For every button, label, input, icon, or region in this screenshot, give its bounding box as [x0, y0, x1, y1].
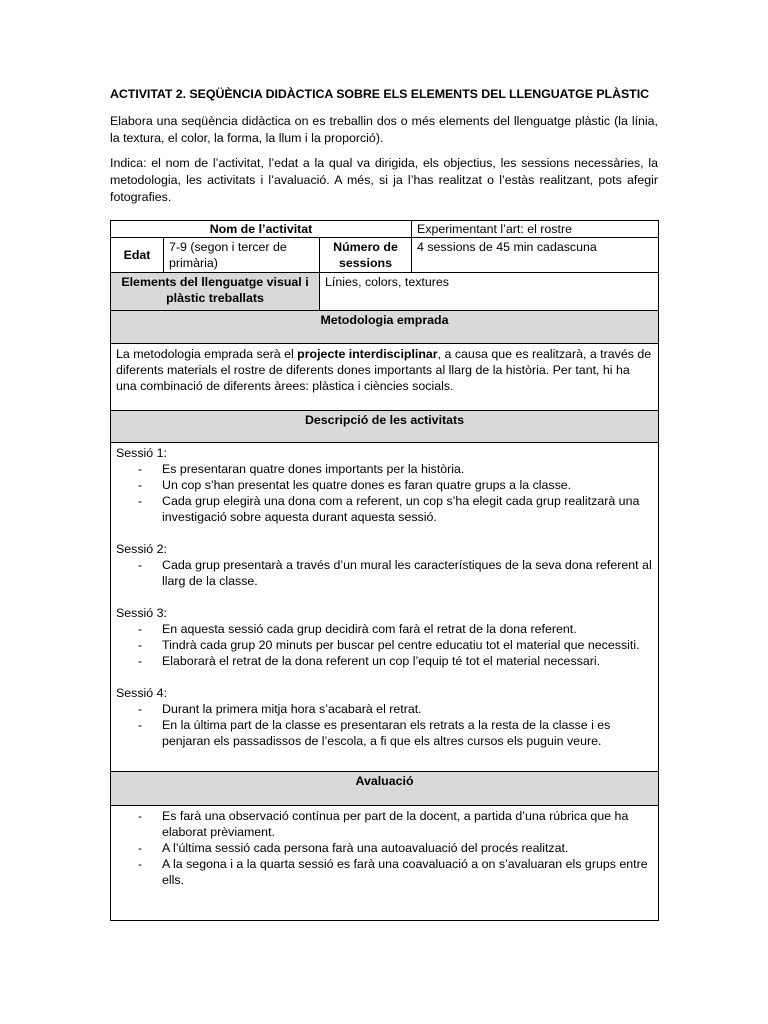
avaluacio-list	[116, 808, 653, 888]
row-metodologia-header	[111, 311, 659, 344]
sessio-1	[116, 445, 653, 525]
list-item: - Durant la primera mitja hora s’acabarà el retrat.	[116, 701, 653, 717]
list-item: - Cada grup presentarà a través d’un mural les característiques de la seva dona referent al llarg de la classe.	[116, 557, 653, 589]
row-nom	[111, 221, 659, 238]
list-item: - Cada grup elegirà una dona com a referent, un cop s’ha elegit cada grup realitzarà una investigació sobre aquesta durant aquesta sessió.	[116, 493, 653, 525]
descripcio-label: Descripció de les activitats	[111, 411, 659, 443]
sessions-value: 4 sessions de 45 min cadascuna	[412, 238, 659, 273]
row-avaluacio-body	[111, 806, 659, 921]
metodologia-text	[111, 344, 659, 411]
list-item: - En la última part de la classe es presentaran els retrats a la resta de la classe i es penjaran els passadissos de l’escola, a fi que els altres cursos els puguin veure.	[116, 717, 653, 749]
sessio-4-title: Sessió 4:	[116, 686, 167, 700]
avaluacio-label: Avaluació	[111, 772, 659, 806]
edat-value: 7-9 (segon i tercer de primària)	[164, 238, 320, 273]
row-edat	[111, 238, 659, 273]
row-metodologia-body	[111, 344, 659, 411]
metodologia-pre: La metodologia emprada serà el	[116, 347, 298, 361]
descripcio-body	[111, 443, 659, 772]
sessio-4	[116, 685, 653, 749]
nom-label: Nom de l’activitat	[111, 221, 412, 238]
document-title: ACTIVITAT 2. SEQÜÈNCIA DIDÀCTICA SOBRE ELS ELEMENTS DEL LLENGUATGE PLÀSTIC	[110, 87, 649, 101]
sessions-label: Número de sessions	[320, 238, 412, 273]
intro-paragraph-1: Elabora una seqüència didàctica on es treballin dos o més elements del llenguatge plàstic (la línia, la textura, el color, la forma, la llum i la proporció).	[110, 114, 658, 145]
avaluacio-body	[111, 806, 659, 921]
intro-paragraph-2: Indica: el nom de l’activitat, l’edat a la qual va dirigida, els objectius, les sessions necessàries, la metodologia, les activitats i l’avaluació. A més, si ja l’has realitzat o l’estàs realitzant, pots afegir fotografies.	[110, 156, 658, 204]
sessio-3-list	[116, 621, 653, 669]
sessio-2-title: Sessió 2:	[116, 542, 167, 556]
row-avaluacio-header	[111, 772, 659, 806]
elements-value: Línies, colors, textures	[320, 273, 659, 311]
sessio-1-title: Sessió 1:	[116, 446, 167, 460]
list-item: - Tindrà cada grup 20 minuts per buscar pel centre educatiu tot el material que necessiti.	[116, 637, 653, 653]
metodologia-label: Metodologia emprada	[111, 311, 659, 344]
metodologia-post: , a causa que es realitzarà, a través de diferents materials el rostre de diferents dones importants al llarg de la història. Per tant, hi ha una combinació de diferents àrees: plàstica i ciències socials.	[116, 347, 652, 393]
row-descripcio-body	[111, 443, 659, 772]
row-elements	[111, 273, 659, 311]
sessio-2	[116, 541, 653, 589]
document-page	[110, 86, 658, 214]
sessio-3	[116, 605, 653, 669]
activity-table	[110, 220, 659, 921]
metodologia-bold: projecte interdisciplinar	[297, 347, 438, 361]
sessio-2-list	[116, 557, 653, 589]
list-item: - A la segona i a la quarta sessió es farà una coavaluació a on s’avaluaran els grups entre ells.	[116, 856, 653, 888]
sessio-1-list	[116, 461, 653, 525]
elements-label: Elements del llenguatge visual i plàstic treballats	[111, 273, 320, 311]
sessio-3-title: Sessió 3:	[116, 606, 167, 620]
list-item: - Elaborarà el retrat de la dona referent un cop l’equip té tot el material necessari.	[116, 653, 653, 669]
list-item: - Es farà una observació contínua per part de la docent, a partida d’una rúbrica que ha elaborat prèviament.	[116, 808, 653, 840]
row-descripcio-header	[111, 411, 659, 443]
list-item: - Un cop s’han presentat les quatre dones es faran quatre grups a la classe.	[116, 477, 653, 493]
list-item: - Es presentaran quatre dones importants per la història.	[116, 461, 653, 477]
list-item: - En aquesta sessió cada grup decidirà com farà el retrat de la dona referent.	[116, 621, 653, 637]
edat-label: Edat	[111, 238, 164, 273]
sessio-4-list	[116, 701, 653, 749]
list-item: - A l’última sessió cada persona farà una autoavaluació del procés realitzat.	[116, 840, 653, 856]
nom-value: Experimentant l’art: el rostre	[412, 221, 659, 238]
